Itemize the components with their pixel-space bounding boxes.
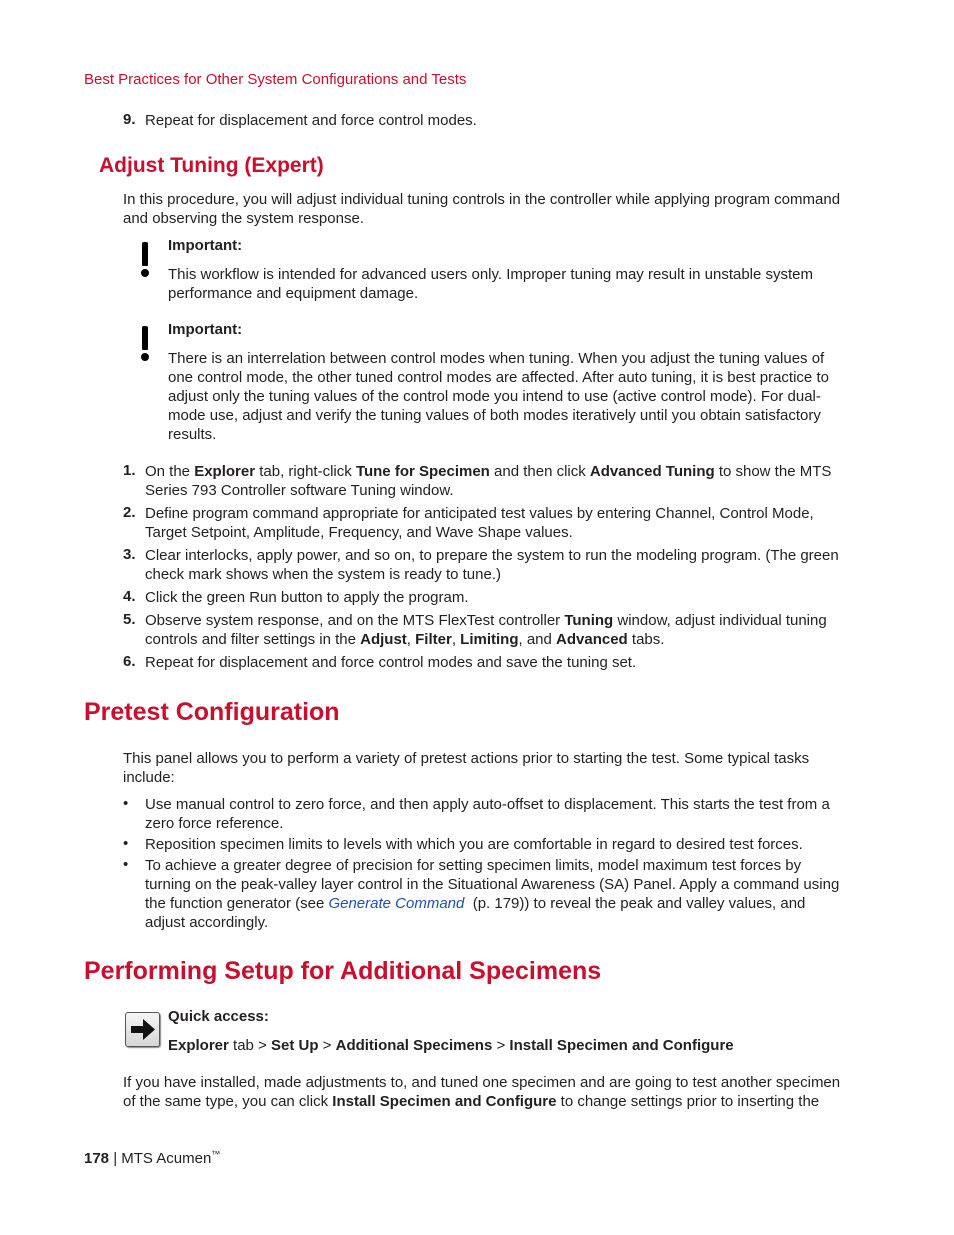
step-number: 6. — [123, 653, 136, 670]
bullet-marker: • — [123, 835, 129, 852]
step-number: 9. — [123, 111, 136, 128]
quick-access-path: Explorer tab > Set Up > Additional Specimens > Install Specimen and Configure — [168, 1037, 734, 1054]
quick-access-arrow-icon — [125, 1012, 160, 1047]
pretest-intro: This panel allows you to perform a variety of pretest actions prior to starting the test. Some typical tasks include: — [123, 750, 810, 786]
product-name: MTS Acumen — [121, 1150, 212, 1167]
bullet-text: Reposition specimen limits to levels with which you are comfortable in regard to desired test forces. — [145, 836, 803, 853]
section-heading-pretest: Pretest Configuration — [84, 698, 340, 726]
important-label: Important: — [168, 321, 243, 338]
adjust-tuning-intro: In this procedure, you will adjust individual tuning controls in the controller while applying program command and observing the system response. — [123, 191, 841, 227]
step-number: 5. — [123, 611, 136, 628]
warning-exclamation-icon — [138, 242, 152, 278]
step-number: 1. — [123, 462, 136, 479]
step-text: On the Explorer tab, right-click Tune for Specimen and then click Advanced Tuning to show the MTS Series 793 Controller software Tuning window. — [145, 463, 832, 499]
section-heading-additional-specimens: Performing Setup for Additional Specimens — [84, 957, 602, 985]
step-text: Repeat for displacement and force control modes. — [145, 112, 477, 129]
warning-exclamation-icon — [138, 326, 152, 362]
generate-command-link[interactable]: Generate Command — [328, 895, 465, 912]
section-heading-adjust-tuning: Adjust Tuning (Expert) — [99, 154, 324, 177]
step-text: Clear interlocks, apply power, and so on, to prepare the system to run the modeling program. (The green check mark shows when the system is ready to tune.) — [145, 547, 839, 583]
important-label: Important: — [168, 237, 243, 254]
step-text: Click the green Run button to apply the program. — [145, 589, 469, 606]
important-text: This workflow is intended for advanced users only. Improper tuning may result in unstable system performance and equipment damage. — [168, 266, 814, 302]
additional-specimens-para: If you have installed, made adjustments to, and tuned one specimen and are going to test another specimen of the same type, you can click Install Specimen and Configure to change settings prior to inserting the — [123, 1074, 841, 1110]
bullet-marker: • — [123, 856, 129, 873]
page-number: 178 — [84, 1150, 110, 1167]
bullet-text: Use manual control to zero force, and then apply auto-offset to displacement. This starts the test from a zero force reference. — [145, 796, 830, 832]
bullet-marker: • — [123, 795, 129, 812]
step-number: 2. — [123, 504, 136, 521]
step-text: Define program command appropriate for anticipated test values by entering Channel, Control Mode, Target Setpoint, Amplitude, Frequency, and Wave Shape values. — [145, 505, 814, 541]
step-text: Observe system response, and on the MTS FlexTest controller Tuning window, adjust individual tuning controls and filter settings in the Adjust, Filter, Limiting, and Advanced tabs. — [145, 612, 827, 648]
quick-access-label: Quick access: — [168, 1008, 269, 1025]
important-text: There is an interrelation between control modes when tuning. When you adjust the tuning values of one control mode, the other tuned control modes are affected. After auto tuning, it is best practice to adjust only the tuning values of the control mode you intend to use (active control mode). For dual-mode use, adjust and verify the tuning values of both modes iteratively until you obtain satisfactory results. — [168, 350, 829, 443]
running-header: Best Practices for Other System Configurations and Tests — [84, 71, 467, 88]
page-footer: 178 | MTS Acumen™ — [84, 1149, 221, 1167]
bullet-text: To achieve a greater degree of precision for setting specimen limits, model maximum test forces by turning on the peak-valley layer control in the Situational Awareness (SA) Panel. Apply a command using the function generator (see Generate Command (p. 179)) to reveal the peak and valley values, and adjust accordingly. — [145, 857, 840, 931]
step-number: 4. — [123, 588, 136, 605]
step-text: Repeat for displacement and force control modes and save the tuning set. — [145, 654, 637, 671]
step-number: 3. — [123, 546, 136, 563]
